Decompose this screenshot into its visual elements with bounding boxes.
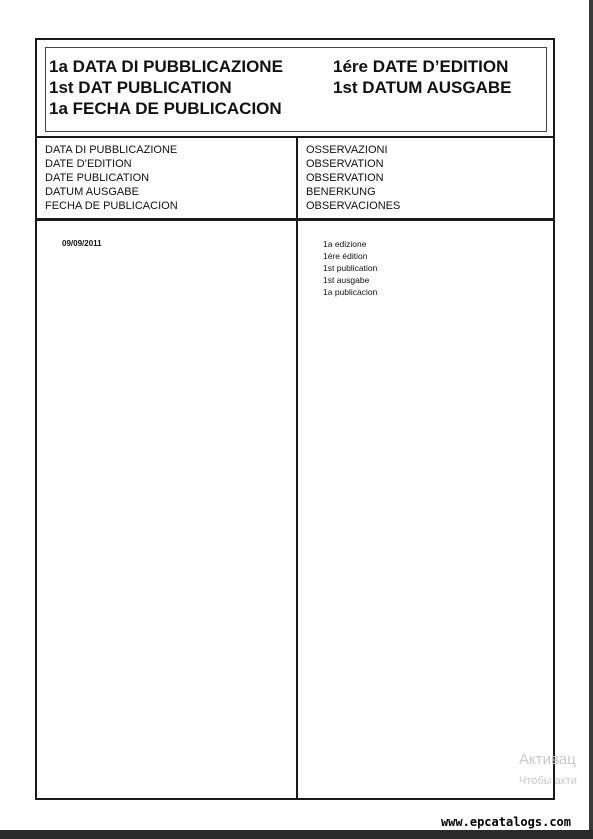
header-divider [37, 136, 553, 138]
header-title-it: 1a DATA DI PUBBLICAZIONE [49, 57, 283, 76]
note-line: 1a edizione [323, 239, 367, 249]
date-label: DATE D’EDITION [45, 158, 132, 170]
activation-watermark-line1: Активац [519, 751, 576, 768]
note-line: 1a publicacion [323, 287, 378, 297]
header-title-de: 1st DATUM AUSGABE [333, 78, 512, 97]
header-title-fr: 1ére DATE D’EDITION [333, 57, 509, 76]
date-label: DATUM AUSGABE [45, 186, 139, 198]
observation-notes [323, 238, 377, 298]
note-line: 1st publication [323, 263, 378, 273]
observation-label: OBSERVATION [306, 158, 384, 170]
publication-record-sheet [35, 38, 555, 800]
date-label: DATA DI PUBBLICAZIONE [45, 144, 178, 156]
header-title-en: 1st DAT PUBLICATION [49, 78, 232, 97]
column-divider [296, 136, 298, 798]
observation-column-header [306, 143, 400, 213]
site-url: www.epcatalogs.com [440, 815, 571, 829]
column-header-divider [37, 218, 553, 221]
publication-date-value: 09/09/2011 [62, 239, 102, 248]
date-label: DATE PUBLICATION [45, 172, 150, 184]
page-right-edge [589, 0, 593, 830]
observation-label: BENERKUNG [306, 186, 376, 198]
date-label: FECHA DE PUBLICACION [45, 200, 178, 212]
observation-label: OSSERVAZIONI [306, 144, 388, 156]
page-bottom-edge [0, 830, 593, 839]
note-line: 1ére édition [323, 251, 368, 261]
note-line: 1st ausgabe [323, 275, 370, 285]
observation-label: OBSERVACIONES [306, 200, 401, 212]
activation-watermark-line2: Чтобы акти [519, 775, 577, 787]
date-column-header [45, 143, 178, 213]
header-box [45, 47, 547, 132]
observation-label: OBSERVATION [306, 172, 384, 184]
header-title-es: 1a FECHA DE PUBLICACION [49, 99, 282, 118]
